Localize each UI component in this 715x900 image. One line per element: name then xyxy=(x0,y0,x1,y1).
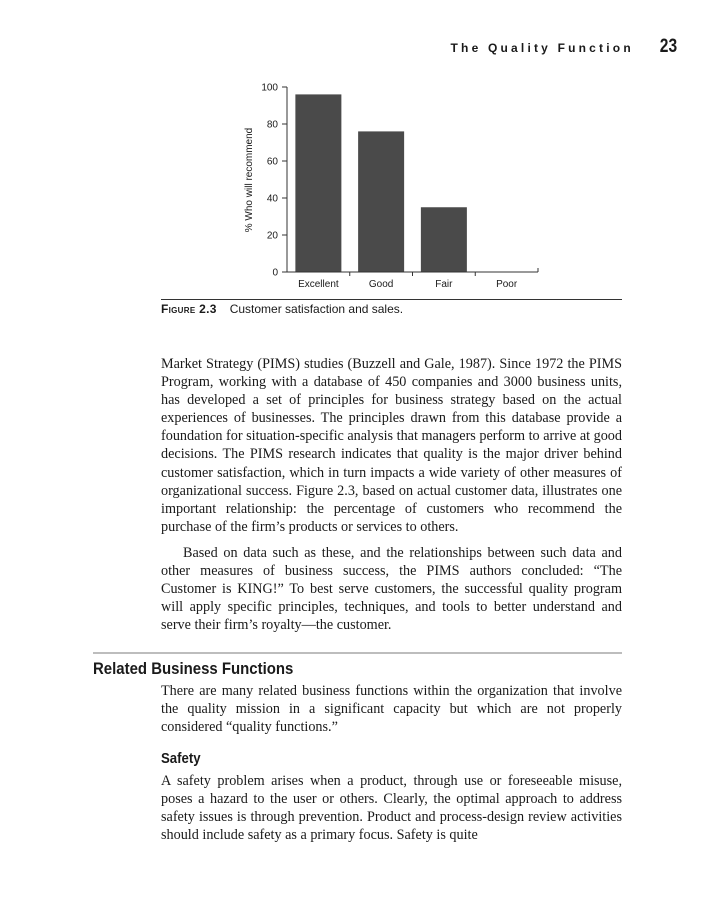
y-tick-label: 100 xyxy=(261,82,278,94)
y-tick-label: 40 xyxy=(266,193,278,205)
caption-rule xyxy=(161,299,622,300)
figure-2-3-chart xyxy=(0,0,715,300)
subsection-heading: Safety xyxy=(161,750,201,767)
running-title: The Quality Function xyxy=(450,41,634,55)
bars xyxy=(295,94,467,272)
y-tick-label: 20 xyxy=(266,230,278,242)
section-heading: Related Business Functions xyxy=(93,659,294,678)
y-ticks xyxy=(261,83,287,279)
section-paragraph: There are many related business functions within the organization that involve the quality mission in a significant capacity but which are not properly considered “quality functions.” xyxy=(161,683,622,736)
figure-label: Figure 2.3 xyxy=(161,302,217,316)
figure-caption xyxy=(161,302,403,316)
x-tick-label: Poor xyxy=(496,279,518,290)
body-paragraph-2: Based on data such as these, and the relationships between such data and other measures of business success, the PIMS authors concluded: “The Customer is KING!” To best serve customers, the successful quality program will apply specific principles, techniques, and tools to better understand and serve their firm’s royalty—the customer. xyxy=(161,545,622,634)
x-tick-label: Good xyxy=(368,279,394,290)
body-paragraph-1: Market Strategy (PIMS) studies (Buzzell and Gale, 1987). Since 1972 the PIMS Program, working with a database of 450 companies and 3000 business units, has developed a set of principles for business strategy based on the actual experiences of businesses. The principles drawn from this database provide a foundation for situation-specific analysis that managers perform to arrive at good decisions. The PIMS research indicates that quality is the major driver behind customer satisfaction, which in turn impacts a wide variety of other measures of organizational success. Figure 2.3, based on actual customer data, illustrates one important relationship: the percentage of customers who recommend the purchase of the firm’s products or services to others. xyxy=(161,356,622,535)
bar-excellent xyxy=(295,94,341,272)
y-tick-label: 60 xyxy=(266,156,278,168)
figure-caption-text: Customer satisfaction and sales. xyxy=(229,302,404,316)
y-tick-label: 80 xyxy=(266,119,278,131)
page-number: 23 xyxy=(659,36,677,57)
bar-good xyxy=(358,131,404,272)
x-tick-label: Fair xyxy=(435,279,453,290)
section-rule xyxy=(93,652,622,654)
subsection-paragraph: A safety problem arises when a product, through use or foreseeable misuse, poses a hazard to the user or others. Clearly, the optimal approach to address safety issues is through prevention. Product and process-design review activities should include safety as a primary focus. Safety is quite xyxy=(161,773,622,844)
y-tick-label: 0 xyxy=(272,267,278,279)
bar-fair xyxy=(421,207,467,272)
x-tick-label: Excellent xyxy=(298,279,339,290)
y-axis-label: % Who will recommend xyxy=(244,127,255,233)
x-tick-labels xyxy=(298,279,518,290)
